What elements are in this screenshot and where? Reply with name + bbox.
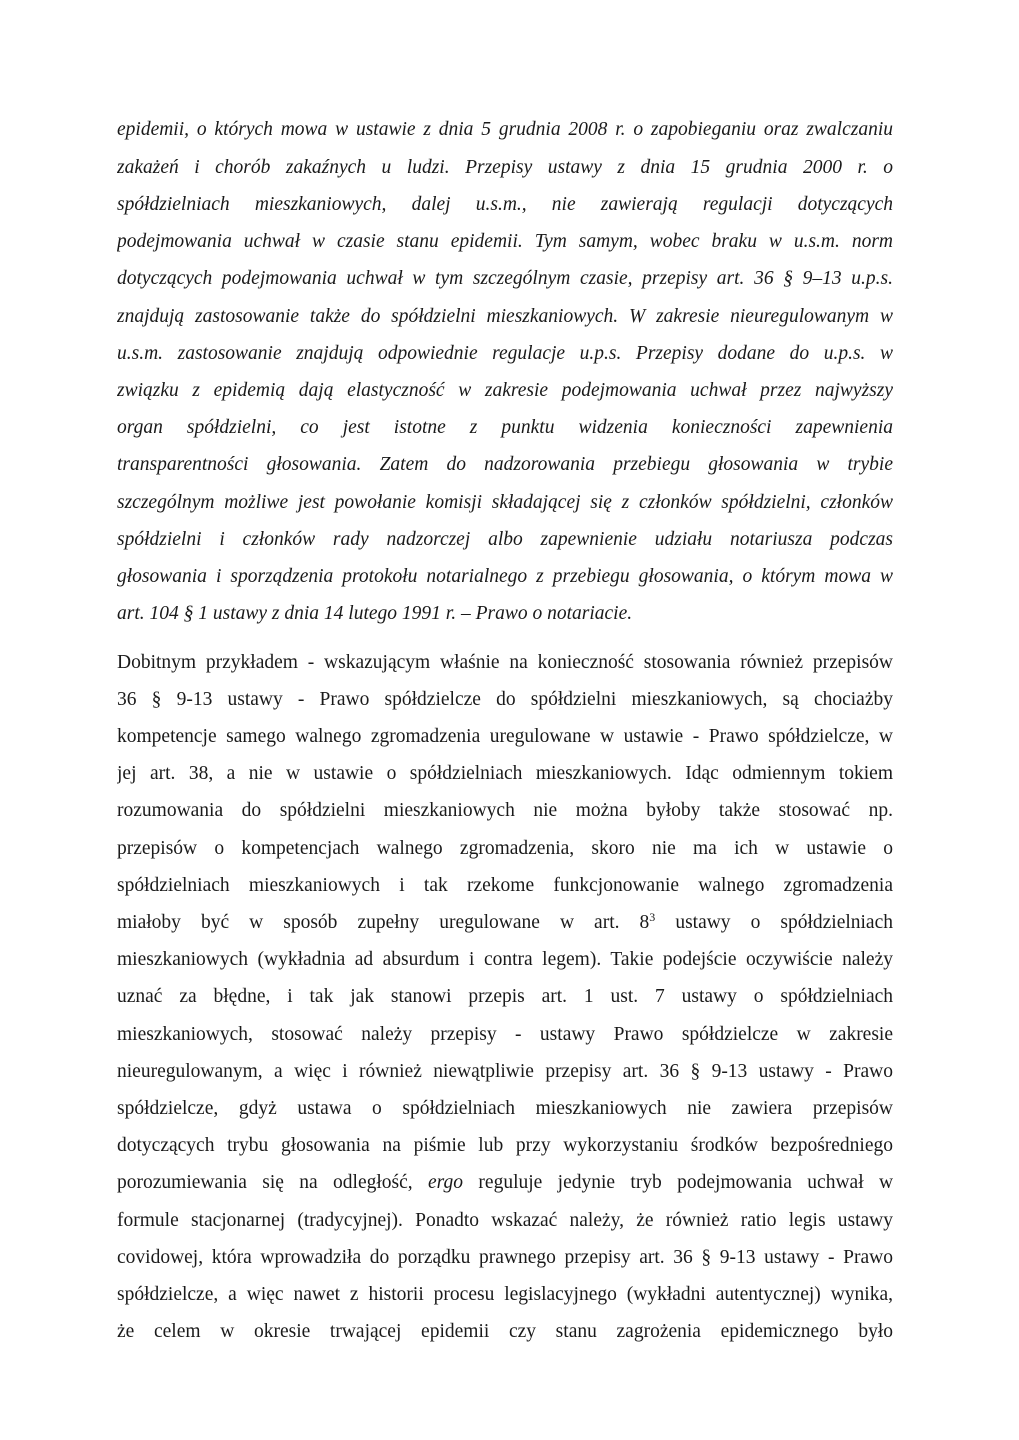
art-number: 8 bbox=[639, 912, 650, 933]
text-line: kompetencje samego walnego zgromadzenia uregulowane w ustawie - Prawo spółdzielcze, w bbox=[117, 726, 893, 747]
text-line: spółdzielniach mieszkaniowych, dalej u.s.m., nie zawierają regulacji dotyczących bbox=[117, 194, 893, 215]
text-line: że celem w okresie trwającej epidemii czy stanu zagrożenia epidemicznego było bbox=[117, 1321, 893, 1342]
text-line: spółdzielcze, gdyż ustawa o spółdzielniach mieszkaniowych nie zawiera przepisów bbox=[117, 1098, 893, 1119]
text-line: dotyczących trybu głosowania na piśmie lub przy wykorzystaniu środków bezpośredniego bbox=[117, 1135, 893, 1156]
text-line: covidowej, która wprowadziła do porządku prawnego przepisy art. 36 § 9-13 ustawy - Prawo bbox=[117, 1247, 893, 1268]
text-line: transparentności głosowania. Zatem do nadzorowania przebiegu głosowania w trybie bbox=[117, 454, 893, 475]
text-segment: porozumiewania się na odległość, bbox=[117, 1172, 413, 1193]
text-line: zakażeń i chorób zakaźnych u ludzi. Przepisy ustawy z dnia 15 grudnia 2000 r. o bbox=[117, 157, 893, 178]
superscript: 3 bbox=[649, 910, 656, 924]
text-line: spółdzielniach mieszkaniowych i tak rzekome funkcjonowanie walnego zgromadzenia bbox=[117, 875, 893, 896]
text-line: przepisów o kompetencjach walnego zgromadzenia, skoro nie ma ich w ustawie o bbox=[117, 838, 893, 859]
text-line: dotyczących podejmowania uchwał w tym szczególnym czasie, przepisy art. 36 § 9–13 u.p.s. bbox=[117, 268, 893, 289]
text-line: znajdują zastosowanie także do spółdzielni mieszkaniowych. W zakresie nieuregulowanym w bbox=[117, 306, 893, 327]
text-line: formule stacjonarnej (tradycyjnej). Ponadto wskazać należy, że również ratio legis ustawy bbox=[117, 1210, 893, 1231]
text-line: szczególnym możliwe jest powołanie komisji składającej się z członków spółdzielni, członków bbox=[117, 492, 893, 513]
text-segment: ustawy o spółdzielniach bbox=[675, 912, 893, 933]
text-line: epidemii, o których mowa w ustawie z dnia 5 grudnia 2008 r. o zapobieganiu oraz zwalczaniu bbox=[117, 119, 893, 140]
text-line bbox=[117, 1168, 893, 1198]
text-line: spółdzielcze, a więc nawet z historii procesu legislacyjnego (wykładni autentycznej) wynika, bbox=[117, 1284, 893, 1305]
text-line: Dobitnym przykładem - wskazującym właśnie na konieczność stosowania również przepisów bbox=[117, 652, 893, 673]
text-line: związku z epidemią dają elastyczność w zakresie podejmowania uchwał przez najwyższy bbox=[117, 380, 893, 401]
text-line: u.s.m. zastosowanie znajdują odpowiednie regulacje u.p.s. Przepisy dodane do u.p.s. w bbox=[117, 343, 893, 364]
text-segment: miałoby być w sposób zupełny uregulowane w art. bbox=[117, 912, 620, 933]
text-line: rozumowania do spółdzielni mieszkaniowych nie można byłoby także stosować np. bbox=[117, 800, 893, 821]
text-line: art. 104 § 1 ustawy z dnia 14 lutego 1991 r. – Prawo o notariacie. bbox=[117, 603, 633, 624]
art-reference bbox=[640, 912, 656, 933]
text-line: mieszkaniowych (wykładnia ad absurdum i contra legem). Takie podejście oczywiście należy bbox=[117, 949, 893, 970]
text-line: 36 § 9-13 ustawy - Prawo spółdzielcze do spółdzielni mieszkaniowych, są chociażby bbox=[117, 689, 893, 710]
text-line bbox=[117, 908, 893, 938]
text-line: jej art. 38, a nie w ustawie o spółdzielniach mieszkaniowych. Idąc odmiennym tokiem bbox=[117, 763, 893, 784]
text-line: uznać za błędne, i tak jak stanowi przepis art. 1 ust. 7 ustawy o spółdzielniach bbox=[117, 986, 893, 1007]
text-line: spółdzielni i członków rady nadzorczej albo zapewnienie udziału notariusza podczas bbox=[117, 529, 893, 550]
emphasis-ergo: ergo bbox=[428, 1172, 464, 1193]
text-line: organ spółdzielni, co jest istotne z punktu widzenia konieczności zapewnienia bbox=[117, 417, 893, 438]
text-line: mieszkaniowych, stosować należy przepisy - ustawy Prawo spółdzielcze w zakresie bbox=[117, 1024, 893, 1045]
text-line: głosowania i sporządzenia protokołu notarialnego z przebiegu głosowania, o którym mowa w bbox=[117, 566, 893, 587]
text-line: nieuregulowanym, a więc i również niewątpliwie przepisy art. 36 § 9-13 ustawy - Prawo bbox=[117, 1061, 893, 1082]
text-line: podejmowania uchwał w czasie stanu epidemii. Tym samym, wobec braku w u.s.m. norm bbox=[117, 231, 893, 252]
text-segment: reguluje jedynie tryb podejmowania uchwał w bbox=[478, 1172, 893, 1193]
